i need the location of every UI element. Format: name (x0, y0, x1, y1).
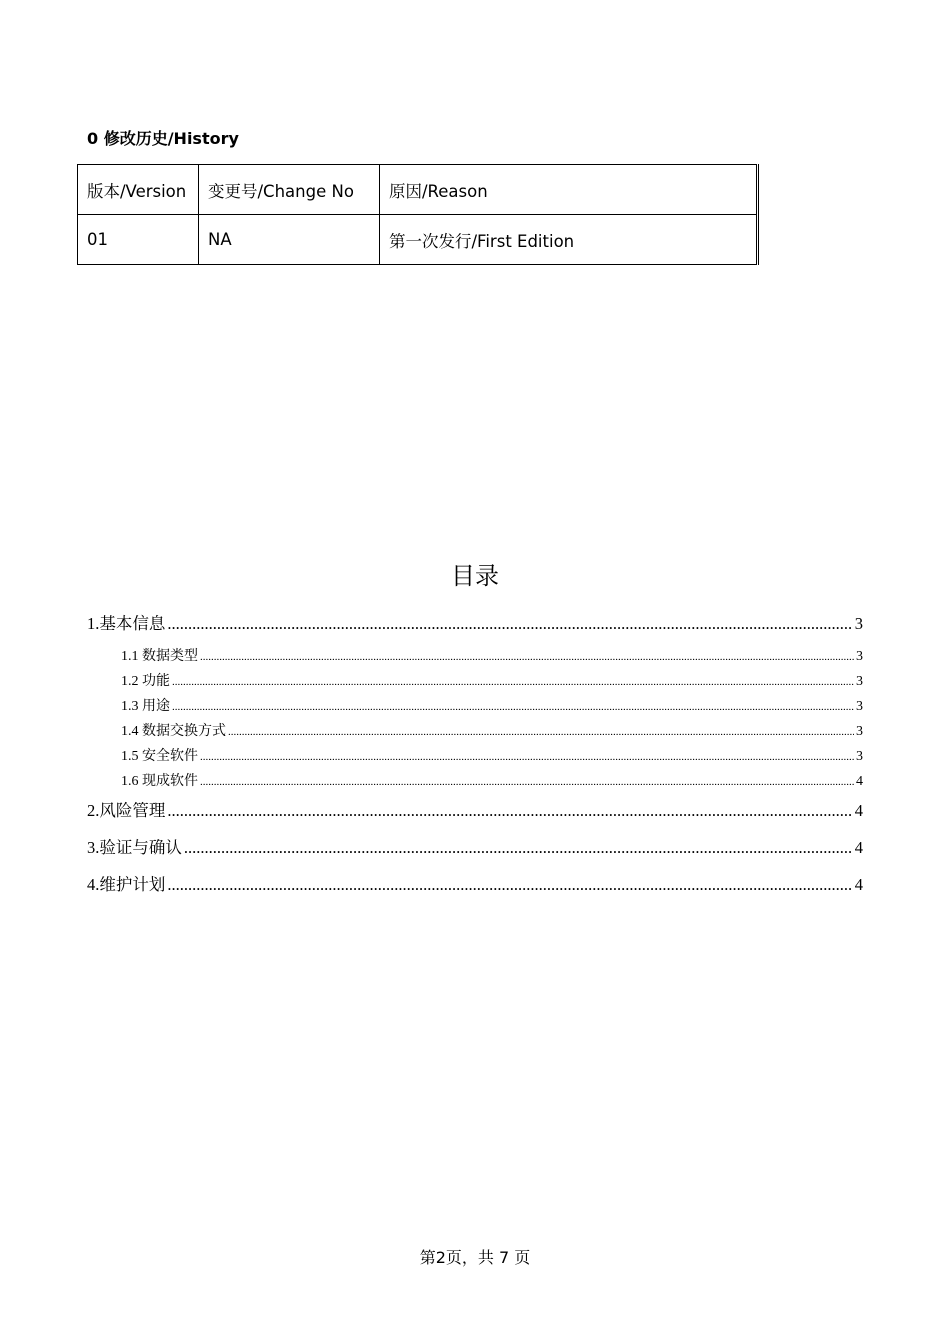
toc-title: 目录 (451, 562, 499, 590)
toc-entry-ots-software[interactable] (121, 770, 863, 790)
reason-cell: 第一次发行/First Edition (380, 215, 758, 265)
toc-leader-dots (200, 651, 854, 663)
toc-entry-label: 1.4 数据交换方式 (121, 724, 226, 739)
toc-entry-label: 3.验证与确认 (87, 838, 182, 857)
version-cell: 01 (78, 215, 199, 265)
toc-entry-label: 1.6 现成软件 (121, 774, 198, 789)
toc-entry-page: 3 (856, 699, 863, 714)
version-column-header: 版本/Version (78, 165, 199, 215)
toc-entry-page: 3 (856, 749, 863, 764)
toc-entry-label: 4.维护计划 (87, 875, 166, 894)
toc-leader-dots (228, 726, 854, 738)
toc-leader-dots (172, 676, 854, 688)
toc-entry-page: 4 (856, 774, 863, 789)
toc-entry-security-software[interactable] (121, 745, 863, 765)
toc-entry-page: 4 (854, 875, 863, 894)
toc-leader-dots (172, 701, 854, 713)
history-table (77, 164, 759, 265)
toc-leader-dots (200, 751, 854, 763)
table-row (78, 215, 758, 265)
toc-entry-risk-management[interactable] (87, 797, 863, 821)
change-no-column-header: 变更号/Change No (199, 165, 380, 215)
toc-entry-verification[interactable] (87, 834, 863, 858)
toc-leader-dots (200, 776, 854, 788)
toc-leader-dots (167, 875, 852, 895)
page-footer: 第2页，共 7 页 (419, 1248, 531, 1267)
toc-entry-page: 3 (856, 649, 863, 664)
toc-entry-page: 3 (854, 614, 863, 633)
toc-entry-label: 1.5 安全软件 (121, 749, 198, 764)
toc-entry-basic-info[interactable] (87, 610, 863, 634)
reason-column-header: 原因/Reason (380, 165, 758, 215)
toc-entry-maintenance[interactable] (87, 871, 863, 895)
toc-leader-dots (167, 614, 852, 634)
history-heading: 0 修改历史/History (87, 129, 239, 148)
toc-entry-label: 1.2 功能 (121, 674, 170, 689)
toc-entry-page: 3 (856, 724, 863, 739)
toc-entry-function[interactable] (121, 670, 863, 690)
toc-entry-label: 1.3 用途 (121, 699, 170, 714)
toc-entry-usage[interactable] (121, 695, 863, 715)
change-no-cell: NA (199, 215, 380, 265)
toc-entry-label: 1.1 数据类型 (121, 649, 198, 664)
toc-entry-page: 4 (854, 838, 863, 857)
toc-leader-dots (184, 838, 853, 858)
toc-entry-label: 2.风险管理 (87, 801, 166, 820)
toc-entry-data-type[interactable] (121, 645, 863, 665)
toc-leader-dots (167, 801, 852, 821)
toc-entry-page: 3 (856, 674, 863, 689)
toc-entry-label: 1.基本信息 (87, 614, 166, 633)
toc-entry-page: 4 (854, 801, 863, 820)
toc-entry-data-exchange[interactable] (121, 720, 863, 740)
history-table-header-row (78, 165, 758, 215)
